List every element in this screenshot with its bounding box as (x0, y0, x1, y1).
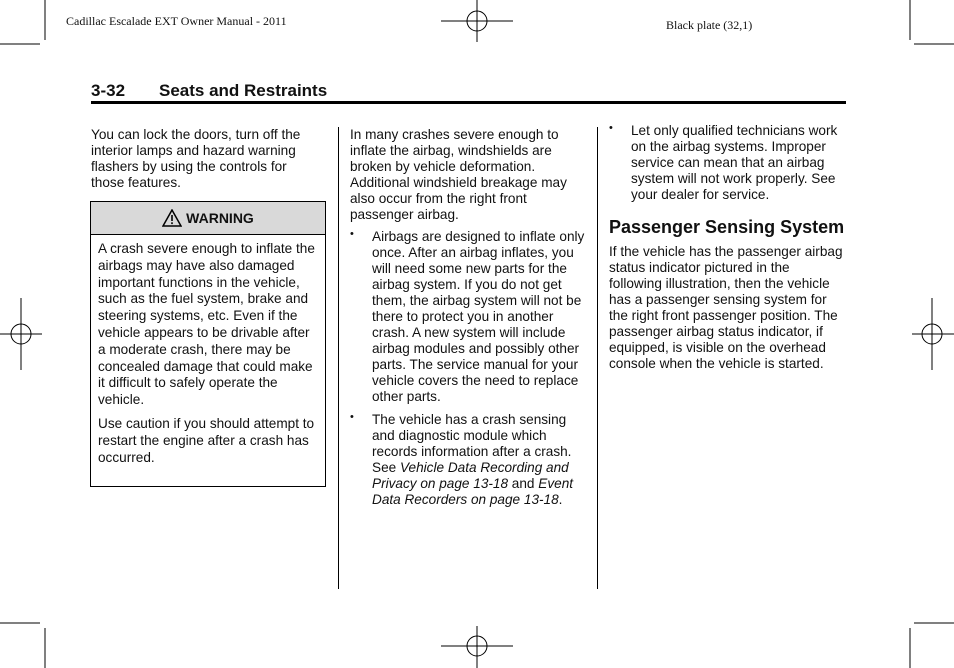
warning-paragraph-1: A crash severe enough to inflate the airbags may have also damaged important functions in the vehicle, such as the fuel system, brake and steering systems, etc. Even if the vehicle appears to be drivable after a moderate crash, there may be concealed damage that could make it difficult to safely operate the vehicle. (98, 241, 315, 408)
warning-box (90, 201, 326, 487)
col3-body: If the vehicle has the passenger airbag status indicator pictured in the following illustration, then the vehicle has a passenger sensing system for the right front passenger position. The passenger airbag status indicator, if equipped, is visible on the overhead console when the vehicle is started. (609, 244, 843, 371)
heading-rule (91, 101, 846, 104)
bullet-text: and (508, 476, 539, 491)
section-heading (91, 81, 327, 101)
list-item: • Let only qualified technicians work on the airbag systems. Improper service can mean that an airbag system will not work properly. See your dealer for service. (609, 123, 845, 203)
warning-label: WARNING (186, 210, 254, 226)
column-divider-2 (597, 127, 598, 589)
warning-paragraph-2: Use caution if you should attempt to restart the engine after a crash has occurred. (98, 415, 315, 465)
warning-header (91, 202, 325, 235)
bullet-text: The vehicle has a crash sensing and diagnostic module which records information after a crash. See (372, 412, 572, 475)
subsection-heading: Passenger Sensing System (609, 217, 845, 237)
warning-triangle-icon (162, 209, 182, 227)
section-title: Seats and Restraints (159, 81, 328, 100)
cross-reference-link[interactable]: Event Data Recorders on page 13-18 (372, 476, 574, 507)
column-divider-1 (338, 127, 339, 589)
plate-label: Black plate (32,1) (666, 18, 753, 32)
list-item (350, 412, 588, 508)
col2-intro: In many crashes severe enough to inflate the airbag, windshields are broken by vehicle deformation. Additional windshield breakage may also occur from the right front passenger airbag. (350, 127, 567, 222)
col1-intro: You can lock the doors, turn off the interior lamps and hazard warning flashers by using the controls for those features. (91, 127, 301, 190)
list-item: • Airbags are designed to inflate only once. After an airbag inflates, you will need some new parts for the airbag system. If you do not get them, the airbag system will not be there to protect you in another crash. A new system will include airbag modules and possibly other parts. The service manual for your vehicle covers the need to replace other parts. (350, 229, 588, 405)
running-header-title: Cadillac Escalade EXT Owner Manual - 2011 (66, 14, 287, 28)
column-2 (350, 127, 588, 515)
column-3 (609, 123, 845, 372)
cross-reference-link[interactable]: Vehicle Data Recording and Privacy on page 13-18 (372, 460, 569, 491)
warning-body (91, 235, 325, 466)
bullet-text: . (558, 492, 563, 507)
col3-bullet-list (609, 123, 845, 203)
column-1 (91, 127, 321, 191)
page-number: 3-32 (91, 81, 126, 100)
col2-bullet-list (350, 229, 588, 508)
